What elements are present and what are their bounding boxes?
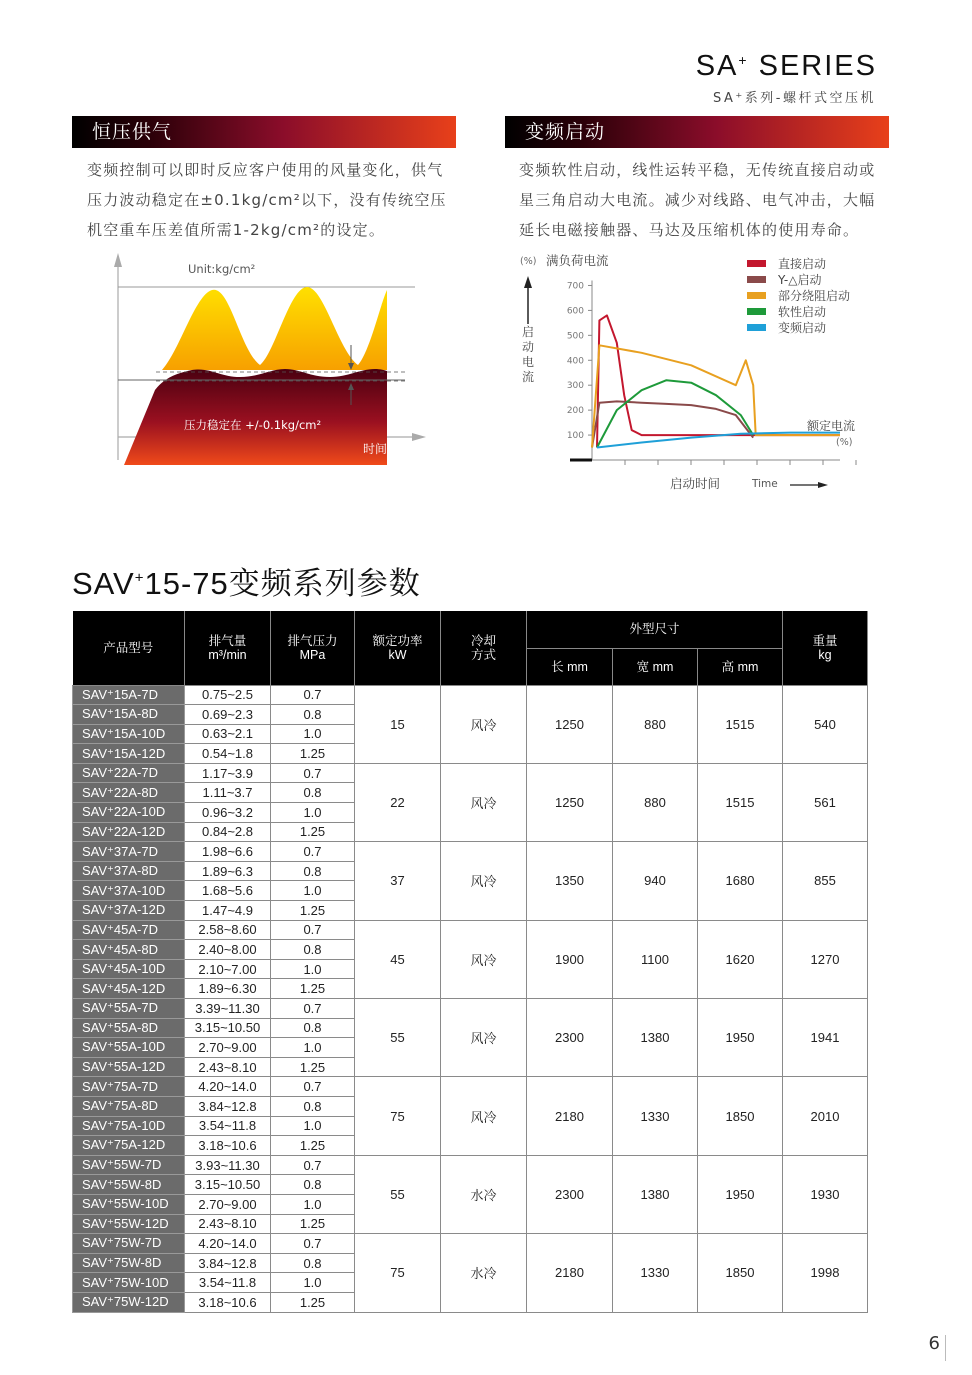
table-row [73, 999, 868, 1019]
table-row [73, 1234, 868, 1254]
flow-cell: 3.84~12.8 [185, 1253, 271, 1273]
width-cell: 1380 [613, 1155, 698, 1233]
pressure-cell: 0.8 [271, 1018, 355, 1038]
pressure-cell: 0.8 [271, 861, 355, 881]
cooling-cell: 风冷 [441, 999, 527, 1077]
flow-cell: 4.20~14.0 [185, 1234, 271, 1254]
th-flow-label: 排气量 [208, 633, 247, 648]
vfd-start-line-3: 延长电磁接触器、马达及压缩机体的使用寿命。 [519, 221, 860, 239]
pressure-cell: 1.0 [271, 724, 355, 744]
length-cell: 1350 [527, 842, 613, 920]
model-cell: SAV⁺75W-12D [73, 1292, 185, 1312]
chart-y-tick-label: 200 [566, 406, 584, 417]
pressure-cell: 1.25 [271, 1292, 355, 1312]
power-cell: 22 [355, 763, 441, 841]
pressure-fluctuation-wave [162, 287, 387, 370]
model-cell: SAV⁺15A-10D [73, 724, 185, 744]
flow-cell: 3.18~10.6 [185, 1292, 271, 1312]
pressure-cell: 0.8 [271, 1096, 355, 1116]
section-title-vfd-start: 变频启动 [505, 116, 889, 148]
pressure-cell: 0.7 [271, 1155, 355, 1175]
model-cell: SAV⁺22A-8D [73, 783, 185, 803]
flow-cell: 0.63~2.1 [185, 724, 271, 744]
vfd-start-text [519, 155, 875, 245]
cooling-cell: 风冷 [441, 920, 527, 998]
chart-y-unit: (%) [520, 256, 537, 267]
pressure-unit-label: Unit:kg/cm² [188, 262, 256, 276]
th-weight-label: 重量 [812, 633, 838, 648]
pressure-cell: 0.8 [271, 783, 355, 803]
cooling-cell: 风冷 [441, 1077, 527, 1155]
flow-cell: 3.15~10.50 [185, 1175, 271, 1195]
weight-cell: 1930 [783, 1155, 868, 1233]
constant-pressure-line-3: 机空重车压差值所需1-2kg/cm²的设定。 [87, 221, 386, 239]
chart-title: 满负荷电流 [546, 253, 609, 268]
model-cell: SAV⁺75W-7D [73, 1234, 185, 1254]
height-cell: 1620 [698, 920, 783, 998]
flow-cell: 0.69~2.3 [185, 705, 271, 725]
flow-cell: 1.47~4.9 [185, 901, 271, 921]
model-cell: SAV⁺37A-12D [73, 901, 185, 921]
power-cell: 45 [355, 920, 441, 998]
legend-label: 部分绕阻启动 [778, 289, 851, 303]
pressure-cell: 0.7 [271, 920, 355, 940]
length-cell: 2180 [527, 1077, 613, 1155]
model-cell: SAV⁺22A-7D [73, 763, 185, 783]
model-cell: SAV⁺55W-10D [73, 1194, 185, 1214]
cooling-cell: 风冷 [441, 842, 527, 920]
power-cell: 75 [355, 1077, 441, 1155]
weight-cell: 1270 [783, 920, 868, 998]
legend-swatch [747, 260, 766, 267]
flow-cell: 2.43~8.10 [185, 1214, 271, 1234]
chart-y-arrow-head [524, 276, 532, 288]
pressure-cell: 0.8 [271, 940, 355, 960]
model-cell: SAV⁺55A-10D [73, 1038, 185, 1058]
weight-cell: 540 [783, 685, 868, 763]
constant-pressure-text [87, 155, 447, 245]
pressure-cell: 0.8 [271, 1253, 355, 1273]
flow-cell: 3.15~10.50 [185, 1018, 271, 1038]
table-row [73, 1077, 868, 1097]
weight-cell: 1941 [783, 999, 868, 1077]
legend-swatch [747, 324, 766, 331]
chart-y-label-3: 电 [521, 355, 535, 369]
model-cell: SAV⁺75A-10D [73, 1116, 185, 1136]
model-cell: SAV⁺55A-8D [73, 1018, 185, 1038]
th-flow-unit: m³/min [208, 647, 247, 662]
height-cell: 1950 [698, 1155, 783, 1233]
power-cell: 55 [355, 999, 441, 1077]
flow-cell: 2.70~9.00 [185, 1194, 271, 1214]
pressure-cell: 1.25 [271, 1214, 355, 1234]
length-cell: 1250 [527, 763, 613, 841]
legend-swatch [747, 276, 766, 283]
chart-y-label-1: 启 [521, 325, 535, 339]
weight-cell: 561 [783, 763, 868, 841]
th-cooling [441, 611, 527, 685]
th-weight [783, 611, 868, 685]
chart-y-tick-label: 700 [566, 281, 584, 292]
model-cell: SAV⁺75W-10D [73, 1273, 185, 1293]
params-table-body [73, 685, 868, 1312]
power-cell: 75 [355, 1234, 441, 1312]
cooling-cell: 水冷 [441, 1155, 527, 1233]
vfd-start-line-1: 变频软性启动，线性运转平稳，无传统直接启动或 [519, 161, 876, 179]
flow-cell: 3.18~10.6 [185, 1136, 271, 1156]
length-cell: 1250 [527, 685, 613, 763]
pressure-diagram [100, 245, 440, 475]
th-power [355, 611, 441, 685]
pressure-cell: 1.25 [271, 744, 355, 764]
th-height: 高 mm [698, 648, 783, 685]
pressure-cell: 0.7 [271, 685, 355, 705]
params-title: SAV+15-75变频系列参数 [72, 566, 421, 601]
chart-x-label: 启动时间 [670, 476, 721, 491]
length-cell: 2300 [527, 1155, 613, 1233]
model-cell: SAV⁺75A-8D [73, 1096, 185, 1116]
flow-cell: 0.75~2.5 [185, 685, 271, 705]
model-cell: SAV⁺15A-12D [73, 744, 185, 764]
th-dims: 外型尺寸 [527, 611, 783, 648]
width-cell: 1100 [613, 920, 698, 998]
width-cell: 1380 [613, 999, 698, 1077]
cooling-cell: 水冷 [441, 1234, 527, 1312]
weight-cell: 2010 [783, 1077, 868, 1155]
pressure-cell: 1.25 [271, 1057, 355, 1077]
th-power-label: 额定功率 [372, 633, 423, 648]
pressure-cell: 1.0 [271, 959, 355, 979]
legend-label: Y-△启动 [778, 273, 822, 287]
flow-cell: 2.70~9.00 [185, 1038, 271, 1058]
model-cell: SAV⁺55W-7D [73, 1155, 185, 1175]
width-cell: 1330 [613, 1077, 698, 1155]
legend-label: 变频启动 [778, 321, 827, 335]
model-cell: SAV⁺15A-7D [73, 685, 185, 705]
model-cell: SAV⁺22A-10D [73, 803, 185, 823]
th-cooling-label-2: 方式 [470, 647, 496, 662]
height-cell: 1680 [698, 842, 783, 920]
flow-cell: 1.89~6.30 [185, 979, 271, 999]
chart-rated-label: 额定电流 [807, 419, 856, 433]
pressure-stable-label: 压力稳定在 +/-0.1kg/cm² [184, 418, 322, 432]
pressure-cell: 1.0 [271, 881, 355, 901]
flow-cell: 1.17~3.9 [185, 763, 271, 783]
flow-cell: 2.43~8.10 [185, 1057, 271, 1077]
model-cell: SAV⁺75A-12D [73, 1136, 185, 1156]
chart-y-tick-label: 600 [566, 306, 584, 317]
chart-y-label-4: 流 [521, 370, 535, 384]
model-cell: SAV⁺45A-10D [73, 959, 185, 979]
table-row [73, 685, 868, 705]
th-pressure [271, 611, 355, 685]
chart-series-line [597, 315, 840, 447]
cooling-cell: 风冷 [441, 763, 527, 841]
flow-cell: 3.39~11.30 [185, 999, 271, 1019]
pressure-cell: 1.0 [271, 1273, 355, 1293]
pressure-cell: 1.25 [271, 822, 355, 842]
model-cell: SAV⁺75W-8D [73, 1253, 185, 1273]
flow-cell: 4.20~14.0 [185, 1077, 271, 1097]
pressure-x-arrow [412, 433, 426, 441]
pressure-stable-area [124, 369, 387, 465]
series-title: SA+ SERIES [695, 50, 877, 82]
legend-label: 软性启动 [778, 305, 827, 319]
chart-y-tick-label: 100 [566, 431, 584, 442]
th-pressure-unit: MPa [299, 647, 326, 662]
length-cell: 2180 [527, 1234, 613, 1312]
vfd-start-line-2: 星三角启动大电流。减少对线路、电气冲击，大幅 [519, 191, 876, 209]
power-cell: 15 [355, 685, 441, 763]
constant-pressure-line-1: 变频控制可以即时反应客户使用的风量变化，供气 [87, 161, 444, 179]
th-pressure-label: 排气压力 [287, 633, 338, 648]
flow-cell: 0.96~3.2 [185, 803, 271, 823]
model-cell: SAV⁺55A-12D [73, 1057, 185, 1077]
pressure-cell: 1.25 [271, 1136, 355, 1156]
width-cell: 880 [613, 685, 698, 763]
page-divider [945, 1335, 946, 1361]
model-cell: SAV⁺55W-12D [73, 1214, 185, 1234]
model-cell: SAV⁺55A-7D [73, 999, 185, 1019]
table-row [73, 763, 868, 783]
width-cell: 880 [613, 763, 698, 841]
flow-cell: 1.68~5.6 [185, 881, 271, 901]
pressure-cell: 0.7 [271, 999, 355, 1019]
chart-y-tick-label: 400 [566, 356, 584, 367]
pressure-cell: 1.25 [271, 901, 355, 921]
legend-label: 直接启动 [778, 257, 827, 271]
th-model: 产品型号 [73, 611, 185, 685]
model-cell: SAV⁺45A-8D [73, 940, 185, 960]
model-cell: SAV⁺22A-12D [73, 822, 185, 842]
pressure-y-arrow [114, 253, 122, 267]
weight-cell: 1998 [783, 1234, 868, 1312]
pressure-cell: 0.7 [271, 842, 355, 862]
pressure-cell: 1.0 [271, 1038, 355, 1058]
legend-swatch [747, 292, 766, 299]
width-cell: 940 [613, 842, 698, 920]
flow-cell: 2.10~7.00 [185, 959, 271, 979]
flow-cell: 1.11~3.7 [185, 783, 271, 803]
pressure-cell: 0.8 [271, 705, 355, 725]
height-cell: 1850 [698, 1234, 783, 1312]
cooling-cell: 风冷 [441, 685, 527, 763]
chart-x-arrow-head [818, 482, 828, 488]
chart-y-tick-label: 500 [566, 331, 584, 342]
model-cell: SAV⁺75A-7D [73, 1077, 185, 1097]
page-number: 6 [928, 1333, 940, 1354]
flow-cell: 2.58~8.60 [185, 920, 271, 940]
height-cell: 1515 [698, 685, 783, 763]
flow-cell: 1.89~6.3 [185, 861, 271, 881]
power-cell: 55 [355, 1155, 441, 1233]
pressure-cell: 1.0 [271, 1116, 355, 1136]
height-cell: 1950 [698, 999, 783, 1077]
chart-y-label-2: 动 [521, 340, 535, 354]
pressure-cell: 1.0 [271, 1194, 355, 1214]
model-cell: SAV⁺37A-8D [73, 861, 185, 881]
power-cell: 37 [355, 842, 441, 920]
flow-cell: 3.54~11.8 [185, 1273, 271, 1293]
model-cell: SAV⁺55W-8D [73, 1175, 185, 1195]
model-cell: SAV⁺15A-8D [73, 705, 185, 725]
th-flow [185, 611, 271, 685]
flow-cell: 3.93~11.30 [185, 1155, 271, 1175]
table-row [73, 920, 868, 940]
pressure-cell: 1.25 [271, 979, 355, 999]
params-table [72, 611, 868, 1313]
pressure-cell: 1.0 [271, 803, 355, 823]
legend-swatch [747, 308, 766, 315]
length-cell: 1900 [527, 920, 613, 998]
length-cell: 2300 [527, 999, 613, 1077]
th-cooling-label: 冷却 [470, 633, 496, 648]
constant-pressure-line-2: 压力波动稳定在±0.1kg/cm²以下，没有传统空压 [87, 191, 447, 209]
th-length: 长 mm [527, 648, 613, 685]
pressure-cell: 0.7 [271, 1234, 355, 1254]
th-weight-unit: kg [818, 647, 832, 662]
chart-rated-unit: (%) [836, 437, 853, 448]
weight-cell: 855 [783, 842, 868, 920]
model-cell: SAV⁺37A-7D [73, 842, 185, 862]
chart-series-line [592, 401, 753, 447]
pressure-cell: 0.7 [271, 1077, 355, 1097]
table-row [73, 842, 868, 862]
chart-x-label-en: Time [752, 478, 778, 490]
model-cell: SAV⁺45A-7D [73, 920, 185, 940]
flow-cell: 0.54~1.8 [185, 744, 271, 764]
series-subtitle: SA⁺系列-螺杆式空压机 [713, 91, 876, 106]
height-cell: 1515 [698, 763, 783, 841]
th-power-unit: kW [388, 647, 407, 662]
height-cell: 1850 [698, 1077, 783, 1155]
flow-cell: 2.40~8.00 [185, 940, 271, 960]
chart-y-tick-label: 300 [566, 381, 584, 392]
flow-cell: 0.84~2.8 [185, 822, 271, 842]
model-cell: SAV⁺45A-12D [73, 979, 185, 999]
pressure-cell: 0.7 [271, 763, 355, 783]
th-width: 宽 mm [613, 648, 698, 685]
pressure-cell: 0.8 [271, 1175, 355, 1195]
width-cell: 1330 [613, 1234, 698, 1312]
model-cell: SAV⁺37A-10D [73, 881, 185, 901]
flow-cell: 3.54~11.8 [185, 1116, 271, 1136]
flow-cell: 1.98~6.6 [185, 842, 271, 862]
pressure-time-label: 时间 [363, 442, 388, 456]
table-row [73, 1155, 868, 1175]
section-title-constant-pressure: 恒压供气 [72, 116, 456, 148]
flow-cell: 3.84~12.8 [185, 1096, 271, 1116]
start-current-chart [510, 248, 890, 498]
